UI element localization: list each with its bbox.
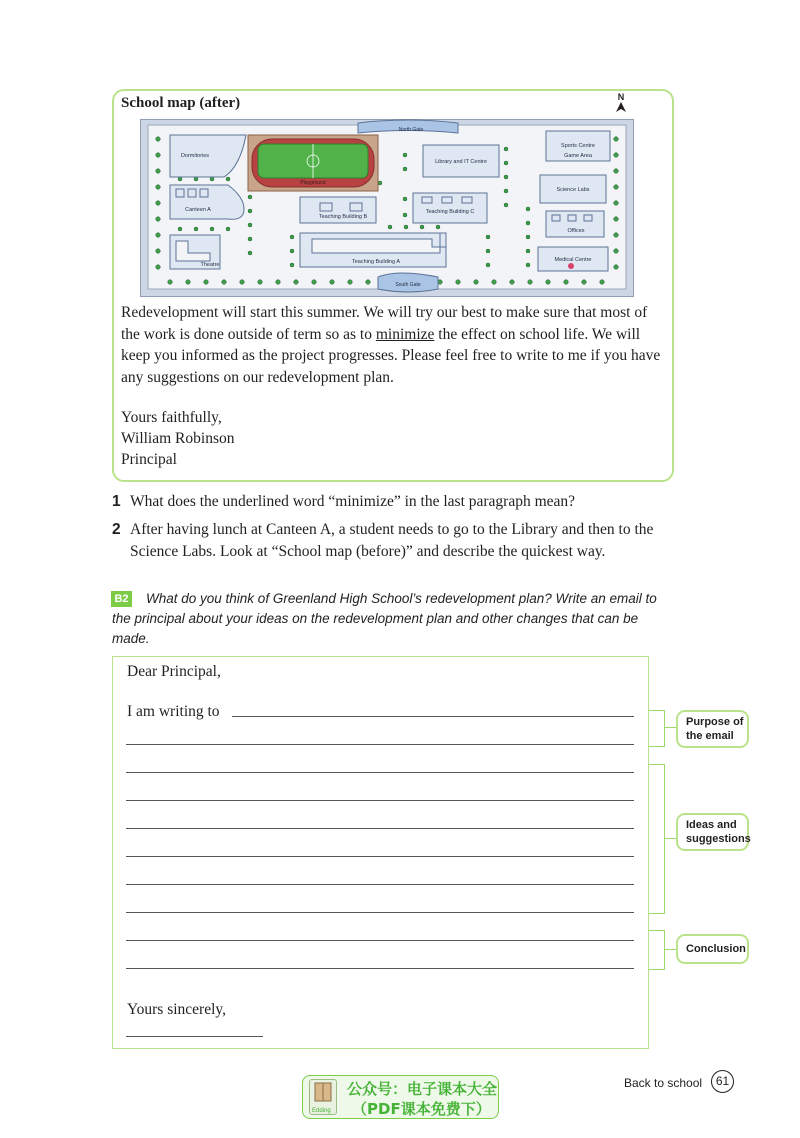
- bracket-purpose: [649, 710, 665, 747]
- question-text: After having lunch at Canteen A, a student needs to go to the Library and then to the Science Labs. Look at “School map (before)” and describe the quickest way.: [130, 521, 654, 560]
- map-label-library: Library and IT Centre: [435, 159, 487, 165]
- north-label: N: [617, 92, 625, 102]
- map-label-science: Science Labs: [556, 187, 590, 193]
- letter-closing: Yours faithfully,: [121, 409, 222, 426]
- watermark-line1: 公众号：电子课本大全: [347, 1080, 498, 1098]
- map-label-medical: Medical Centre: [554, 257, 592, 263]
- writing-line[interactable]: [126, 856, 634, 857]
- signature-line[interactable]: [126, 1036, 263, 1037]
- school-map: [140, 119, 634, 297]
- map-label-sports: Sports Centre: [561, 143, 595, 149]
- connector: [664, 727, 676, 728]
- map-title: School map (after): [121, 95, 241, 111]
- email-opening: I am writing to: [127, 703, 220, 720]
- underlined-word: minimize: [375, 325, 435, 343]
- tag-purpose: Purpose of the email: [676, 710, 749, 748]
- writing-line[interactable]: [126, 772, 634, 773]
- writing-line[interactable]: [126, 828, 634, 829]
- writing-line[interactable]: [126, 884, 634, 885]
- tag-conclusion: Conclusion: [676, 934, 749, 964]
- writing-line[interactable]: [126, 744, 634, 745]
- map-label-dormitories: Dormitories: [180, 153, 210, 159]
- bracket-ideas: [649, 764, 665, 914]
- map-label-theatre: Theatre: [200, 262, 220, 268]
- question-2: [112, 519, 692, 563]
- page-number: 61: [711, 1070, 734, 1093]
- map-label-playground: Playground: [300, 180, 326, 186]
- b2-instruction: What do you think of Greenland High School’s redevelopment plan? Write an email to the principal about your ideas on the redevelopment plan and other changes that can be made.: [112, 591, 657, 646]
- writing-line[interactable]: [126, 800, 634, 801]
- north-arrow-icon: [613, 102, 629, 112]
- writing-line[interactable]: [232, 716, 634, 717]
- email-closing: Yours sincerely,: [127, 1001, 227, 1018]
- question-number: 2: [112, 521, 121, 538]
- letter-paragraph: [121, 302, 666, 388]
- question-text: What does the underlined word “minimize” in the last paragraph mean?: [130, 493, 576, 510]
- letter-text-2: the effect on school life. We will keep you informed as the project progresses. Please feel free to write to me if you have any suggestions on our redevelopment plan.: [121, 325, 661, 386]
- letter-name: William Robinson: [121, 430, 235, 447]
- map-label-canteen-a: Canteen A: [185, 207, 211, 213]
- footer-section: Back to school: [624, 1076, 703, 1090]
- map-label-tb-a: Teaching Building A: [351, 259, 401, 265]
- map-label-tb-c: Teaching Building C: [425, 209, 475, 215]
- letter-text-1: Redevelopment will start this summer. We will try our best to make sure that most of the work is done outside of term so as to: [121, 304, 648, 343]
- connector: [664, 949, 676, 950]
- map-label-offices: Offices: [567, 228, 585, 234]
- letter-role: Principal: [121, 451, 177, 468]
- email-greeting: Dear Principal,: [127, 663, 221, 680]
- map-label-north-gate: North Gate: [398, 127, 424, 133]
- b2-badge: B2: [111, 591, 132, 607]
- map-label-south-gate: South Gate: [395, 282, 421, 288]
- writing-line[interactable]: [126, 968, 634, 969]
- watermark-small: Edding: [312, 1108, 331, 1114]
- map-label-game-area: Game Area: [564, 153, 592, 159]
- question-1: [112, 491, 692, 513]
- connector: [664, 838, 676, 839]
- north-arrow: [613, 92, 629, 114]
- writing-line[interactable]: [126, 912, 634, 913]
- bracket-conclusion: [649, 930, 665, 970]
- map-label-tb-b: Teaching Building B: [318, 214, 368, 220]
- watermark-line2: （PDF课本免费下）: [352, 1100, 491, 1118]
- tag-ideas: Ideas and suggestions: [676, 813, 749, 851]
- writing-line[interactable]: [126, 940, 634, 941]
- question-number: 1: [112, 493, 121, 510]
